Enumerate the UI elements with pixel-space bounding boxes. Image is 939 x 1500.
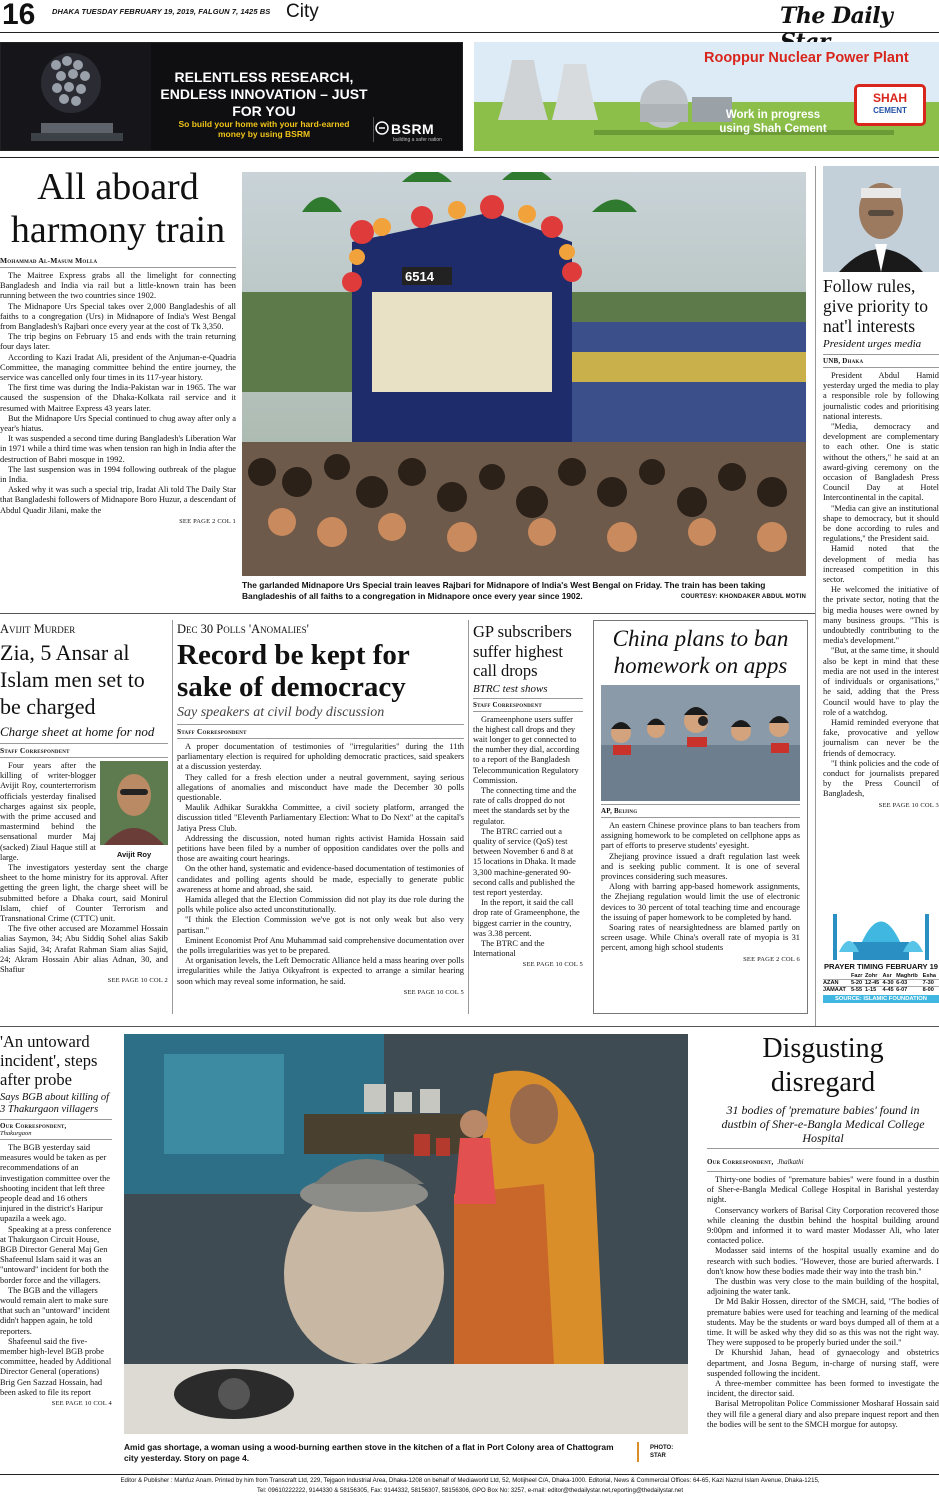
column-rule [468,620,469,1014]
paragraph: Zhejiang province issued a draft regulation last week and is seeking public comment. It is one of several provinces considering such measures. [601,851,800,882]
paragraph: Dr Khurshid Jahan, head of gynaecology and obstetrics department, and Josna Begum, in-charge of nursing staff, were suspended following the incident. [707,1348,939,1378]
avijit-continued[interactable]: SEE PAGE 10 COL 2 [107,977,168,985]
drill-graphic [1,43,151,151]
bsrm-subline: So build your home with your hard-earned money by using BSRM [178,119,350,139]
paragraph: "I think policies and the code of conduct for journalists prepared by the Press Council of Bangladesh, [823,758,939,799]
polls-continued[interactable]: SEE PAGE 10 COL 5 [403,988,464,996]
stove-photo-credit [650,1444,688,1460]
prayer-title: PRAYER TIMING FEBRUARY 19 [823,962,939,971]
babies-story [707,1032,939,1472]
shah-brand: SHAH [872,91,907,105]
paragraph: Soaring rates of nearsightedness are blamed partly on screen usage. While China's overall rate of myopia is 31 percent, among high school students [601,923,800,953]
train-illustration [242,172,806,576]
prayer-cell: 7-30 [922,980,934,986]
paragraph: Grameenphone users suffer the highest call drops and they wait longer to get connected to the number they dial, according to a report of the Bangladesh Telecommunication Regulatory Commission. [473,714,580,785]
paragraph: The BTRC carried out a quality of service (QoS) test between November 6 and 8 at 15 locations in Dhaka. It made 3,300 machine-generated 90-second calls and published the test report yesterday. [473,826,576,897]
mosque-icon [823,892,939,960]
polls-headline[interactable]: Record be kept for sake of democracy [177,639,410,703]
prayer-timing-box [823,892,939,1022]
masthead [0,0,939,44]
polls-subhead: Say speakers at civil body discussion [177,705,385,720]
kitchen-illustration [124,1034,688,1434]
gp-subhead: BTRC test shows [473,682,548,695]
footer-rule [0,1474,939,1475]
prayer-col: Asr [882,973,892,979]
prayer-cell: 4-30 [882,980,894,986]
untoward-subhead: Says BGB about killing of 3 Thakurgaon villagers [0,1092,110,1115]
paragraph: "Media can give an institutional shape to democracy, but it should be done according to rules and regulations," the President said. [823,503,939,544]
china-byline: AP, Beijing [601,807,638,815]
paragraph: Dr Md Bakir Hossen, director of the SMCH, said, "The bodies of premature babies were used for teaching and learning of the medical students. May be the students or ward boys dumped all of them at a time. It will be asked why they did so as this was not the right way. They were supposed to be properly buried under the soil." [707,1297,939,1348]
bsrm-ad[interactable] [0,42,463,151]
paragraph: Addressing the discussion, noted human rights activist Hamida Hossain said petitions have been filed by a number of opposition candidates over the polls and those are awaiting court hearings. [177,833,464,864]
prayer-row [823,980,939,987]
prayer-col: Maghrib [896,973,918,979]
president-subhead: President urges media [823,338,922,350]
prayer-cell: 8-00 [922,987,934,993]
bsrm-brand-sub: building a safer nation [393,137,442,143]
prayer-row-label: AZAN [823,980,839,986]
paragraph: At organisation levels, the Left Democratic Alliance held a mass hearing over polls irregularities while the Jatiya Oikyafront is expected to arrange a similar hearing soon which may reveal some information, he said. [177,956,464,986]
paragraph: He welcomed the initiative of the private sector, noting that the big media houses were owned by many business groups. "This is undoubtedly contributing to the media's development." [823,585,939,646]
paragraph: A proper documentation of testimonies of "irregularities" during the 11th parliamentary election is required for upholding democratic practices, said speakers at a discussion yesterday. [177,742,464,772]
paragraph: Speaking at a press conference at Thakurgaon Circuit House, BGB Director General Maj Gen Shafeenul Islam said it was an "untoward" incident for both the border force and the villagers. [0,1224,112,1285]
president-byline: UNB, Dhaka [823,357,864,365]
dateline: DHAKA TUESDAY FEBRUARY 19, 2019, FALGUN 7, 1425 BS [52,7,271,16]
avijit-story [0,622,168,1014]
untoward-continued[interactable]: SEE PAGE 10 COL 4 [51,1400,112,1408]
paragraph: Hamid noted that the development of media has increased competition in this sector. [823,544,939,585]
paragraph: An eastern Chinese province plans to ban teachers from assigning homework to be completed on cellphone apps as part of efforts to preserve students' eyesight. [601,821,800,851]
china-headline[interactable]: China plans to ban homework on apps [612,626,789,678]
paragraph: "I think the Election Commission we've got is not only weak but also very partisan." [177,915,464,935]
paragraph: Barisal Metropolitan Police Commissioner Mosharaf Hossain said they will file a general diary and also prepare inquest report and then the bodies will be sent to the SMCH morgue for autopsy. [707,1399,939,1429]
gp-byline: Staff Correspondent [473,700,542,709]
page-number: 16 [2,0,36,31]
paragraph: Conservancy workers of Barisal City Corporation recovered those while cleaning the dustbin behind the hospital building around 9:00pm and informed it to ward master Modasser Ali, who later contacted police. [707,1205,939,1246]
untoward-byline: Our Correspondent, [0,1122,67,1130]
shah-ad-title: Rooppur Nuclear Power Plant [704,50,909,66]
shah-cement-ad[interactable] [474,42,939,151]
lead-story [0,166,236,608]
babies-headline[interactable]: Disgusting disregard [762,1033,884,1098]
china-continued[interactable]: SEE PAGE 2 COL 6 [743,955,800,963]
paragraph: Modasser said interns of the hospital usually examine and do research with such bodies. "However, those are buried afterwards. I don't know how these bodies made their way into the trash bin." [707,1246,939,1276]
paragraph: Eminent Economist Prof Anu Muhammad said comprehensive documentation over the polls irregularities was yet to be prepared. [177,935,464,956]
prayer-row [823,987,939,994]
masthead-rule [0,32,939,33]
bsrm-divider [373,117,374,142]
column-rule [815,166,816,1026]
prayer-row-label: JAMAAT [823,987,846,993]
lead-headline[interactable]: All aboard harmony train [10,166,226,251]
china-story [593,620,808,1014]
prayer-table [823,973,939,993]
train-photo-credit: COURTESY: KHONDAKER ABDUL MOTIN [680,594,806,600]
paragraph: But the Midnapore Urs Special continued to chug away after only a year's hiatus. [0,413,236,434]
paragraph: The connecting time and the rate of calls dropped do not meet the standards set by the regulator. [473,785,577,826]
avijit-subhead: Charge sheet at home for nod [0,724,155,739]
bsrm-headline: RELENTLESS RESEARCH, ENDLESS INNOVATION – JUST FOR YOU [160,69,368,119]
paragraph: The BGB and the villagers would remain alert to make sure that such an "untoward" incident didn't happen again, he told reporters. [0,1285,110,1336]
prayer-col: Fazr [850,973,863,979]
paragraph: Thirty-one bodies of "premature babies" were found in a dustbin of Sher-e-Bangla Medical College Hospital in Barishal yesterday night. [707,1175,939,1205]
paragraph: The BGB yesterday said measures would be taken as per recommendations of an investigation committee over the shooting incident that left three people dead and 16 others injured in the district's Haripur upazila a week ago. [0,1143,111,1224]
bsrm-brand: BSRM [391,121,435,137]
paragraph: A three-member committee has been formed to investigate the incident, the director said. [707,1379,939,1399]
paragraph: The last suspension was in 1994 following outbreak of the plague in India. [0,464,236,485]
paper-logo: The Daily [780,3,893,29]
babies-subhead: 31 bodies of 'premature babies' found in dustbin of Sher-e-Bangla Medical College Hospital [721,1103,925,1145]
gp-headline[interactable]: GP subscribers suffer highest call drops [473,622,572,680]
caption-text: The garlanded Midnapore Urs Special train leaves Rajbari for Midnapore of India's West Bengal on Friday. The train has been taking Bangladeshis of all faiths to a congregation in Midnapore once every year since 1902. [242,580,766,601]
paragraph: Asked why it was such a special trip, Iradat Ali told The Daily Star that Bangladeshi followers of Midnapore Boro Huzur, a descendant of Abdul Quadir Jilani, make the [0,485,236,515]
president-photo [823,166,939,272]
prayer-cell: 5-20 [850,980,863,986]
prayer-source: SOURCE: ISLAMIC FOUNDATION [823,995,939,1003]
untoward-byline-place: Thakurgaon [0,1130,32,1137]
prayer-cell: 5-55 [850,987,863,993]
caption-divider [637,1442,639,1462]
credit-label: PHOTO: [650,1445,674,1451]
polls-story [177,622,464,1014]
imprint-line: Editor & Publisher : Mahfuz Anam. Printed by him from Transcraft Ltd, 229, Tejgaon Industrial Area, Dhaka-1208 on behalf of Mediaworld Ltd, 52, Motijheel C/A, Dhaka-1000. Editorial, News & Commercial Offices: 64-65, Kazi Nazrul Islam Avenue, Dhaka-1215, [120,1477,820,1484]
paragraph: The Maitree Express grabs all the limelight for connecting Bangladesh and India via rail but a little-known train has been running between the two countries since 1902. [0,271,236,301]
china-photo [601,685,800,801]
stove-photo [124,1034,688,1434]
paragraph: Shafeenul said the five-member high-level BGB probe committee, headed by Additional Director General (operations) Brig Gen Sazzad Hossain, had been asked to file its report [0,1336,112,1397]
paragraph: It was suspended a second time during Bangladesh's Liberation War in 1971 while a third time was when tension ran high in India after the destruction of Babri mosque in 1992. [0,434,236,464]
prayer-col: Esha [922,973,937,979]
gp-story [473,622,583,1014]
section-name: City [286,1,319,22]
prayer-cell: 4-45 [882,987,894,993]
prayer-cell: 12-45 [864,980,880,986]
avijit-photo [100,761,168,859]
babies-byline-row [707,1151,939,1169]
ad-bottom-rule [0,157,939,158]
paragraph: According to Kazi Iradat Ali, president of the Anjuman-e-Quadria Committee, the managing committee behind the entire journey, the service was cancelled only four times in its 117-year history. [0,352,236,383]
paragraph: Four years after the killing of writer-blogger Avijit Roy, counterterrorism officials yesterday finalised charges against six people, with the prime accused and mastermind behind the sensational murder Maj (sacked) Ziaul Haque still at large. [0,761,96,862]
president-story [823,166,939,886]
shah-ad-tagline: Work in progress using Shah Cement [719,109,827,135]
paragraph: Hamid reminded everyone that fake, provocative and yellow journalism can never be the friends of democracy. [823,717,939,758]
paragraph: The first time was during the India-Pakistan war in 1965. The war caused the suspension of the Dhaka-Kolkata rail service and it resumed with Maitree Express 43 years later. [0,383,236,413]
prayer-cell: 1-15 [864,987,877,993]
president-headline[interactable]: Follow rules, give priority to nat'l interests [823,276,928,336]
train-photo [242,172,806,576]
paragraph: The dustbin was very close to the main building of the hospital, adjoining the water tank. [707,1277,939,1297]
paragraph: President Abdul Hamid yesterday urged the media to play a responsible role by following journalistic codes and prioritising national interests. [823,371,939,421]
babies-byline-place: Jhalkathi [777,1158,804,1166]
imprint-contact-line: Tel: 09610222222, 9144330 & 58156305, Fax: 9144332, 58156307, 58156306, GPO Box No: 3257, e-mail: editor@thedailystar.net,reporting@thedailystar.net [256,1487,684,1494]
bsrm-mark-icon [375,121,389,135]
paragraph: "Media, democracy and development are complementary to each other. One is static without the others," he said at an award-giving ceremony on the occasion of Bangladesh Press Council Day at Hotel Intercontinental in the capital. [823,422,939,503]
untoward-headline[interactable]: 'An untoward incident', steps after probe [0,1032,98,1089]
paragraph: On the other hand, systematic and evidence-based documentation of testimonies of candidates and polling agents should be made, especially to generate public awareness at home and abroad, she said. [177,864,464,894]
paragraph: They called for a fresh election under a neutral government, saying serious allegations of anomalies and misconduct have made the December 30 polls questionable. [177,772,464,803]
lead-continued[interactable]: SEE PAGE 2 COL 1 [179,517,236,525]
avijit-byline: Staff Correspondent [0,746,70,755]
gp-continued[interactable]: SEE PAGE 10 COL 5 [522,961,583,969]
shah-cement-logo [854,84,926,126]
babies-byline: Our Correspondent, [707,1158,774,1166]
paragraph: In the report, it said the call drop rate of Grameenphone, the biggest carrier in the country, was 3.38 percent. [473,898,580,938]
train-number: 6514 [405,269,434,284]
stove-photo-caption: Amid gas shortage, a woman using a wood-burning earthen stove in the kitchen of a flat in Port Colony area of Chattogram city yesterday. Story on page 4. [124,1442,614,1463]
paragraph: Hamida alleged that the Election Commission did not play its due role during the polls while police also acted unconstitutionally. [177,895,464,915]
paragraph: The Midnapore Urs Special takes over 2,000 Bangladeshis of all faiths to a congregation (Urs) in Midnapore of India's West Bengal from Bangladesh's Rajbari once every year at the cost of Tk 3,350. [0,301,236,332]
avijit-headline[interactable]: Zia, 5 Ansar al Islam men set to be charged [0,640,145,719]
avijit-photo-label: Avijit Roy [116,850,152,859]
paragraph: The BTRC and the International [473,938,545,959]
lead-body [0,271,236,516]
credit-name: STAR [650,1453,666,1459]
prayer-cell: 6-03 [896,980,908,986]
polls-kicker: Dec 30 Polls 'Anomalies' [177,622,309,636]
prayer-col: Zohr [864,973,878,979]
polls-byline: Staff Correspondent [177,727,247,736]
paragraph: Maulik Adhikar Surakkha Committee, a civil society platform, arranged the discussion titled "Eleventh Parliamentary Election: What to Do Next" at the capital's Jatiya Press Club. [177,803,464,833]
paragraph: "But, at the same time, it should also be kept in mind that these media are not used in the interest of individuals or organisations," he said, adding that the Press Council would have to play the role of a watchdog. [823,646,939,717]
section-rule [0,1026,939,1027]
paragraph: The trip begins on February 15 and ends with the train returning four days later. [0,332,236,352]
section-rule [0,613,815,614]
column-rule [172,620,173,1014]
paragraph: Along with barring app-based homework assignments, the Zhejiang regulation would limit the use of electronic devices to 30 percent of total teaching time and encourage the issuing of paper homework to be completed by hand. [601,882,800,922]
president-continued[interactable]: SEE PAGE 10 COL 3 [878,801,939,809]
avijit-kicker: Avijit Murder [0,622,76,636]
prayer-cell: 6-07 [896,987,908,993]
untoward-story [0,1032,112,1468]
lead-byline: Mohammad Al-Masum Molla [0,256,98,265]
paragraph: The investigators yesterday sent the charge sheet to the home ministry for its approval. After getting the green light, the charge sheet will be submitted before a Dhaka court, said Monirul Islam, chief of Counter Terrorism and Transnational Crime (CTTC) unit. [0,863,168,924]
shah-brand-sub: CEMENT [873,106,907,115]
paragraph: The five other accused are Mozammel Hossain alias Saymon, 34; Abu Siddiq Sohel alias Sakib alias Sajid, 34; Arafat Rahman Siam alias Sajid, 24; Akram Hossain Abir alias Adnan, 30, and Shafiur [0,924,168,975]
